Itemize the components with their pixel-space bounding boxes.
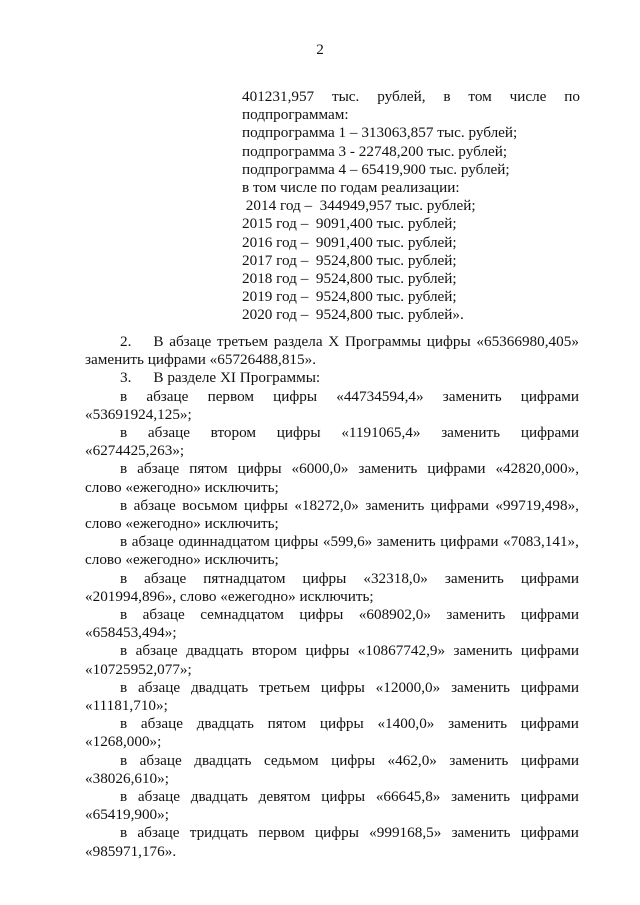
funding-line: 2015 год – 9091,400 тыс. рублей; [242,215,457,233]
word: заменить [376,533,436,551]
word: пятом [267,715,307,733]
word: девятом [258,788,311,806]
funding-line: 2019 год – 9524,800 тыс. рублей; [242,288,457,306]
word: цифрами [520,678,579,696]
amendment-rest: слово «ежегодно» исключить; [85,515,279,533]
amendment-rest: «38026,610»; [85,769,169,787]
word: заменить [451,824,511,842]
word: цифры [426,333,471,350]
word: «65366980,405» [476,333,579,350]
word: абзаце [144,569,187,587]
item-3-text: В разделе XI Программы: [153,369,321,387]
item-2-rest: заменить цифрами «65726488,815». [85,351,316,369]
word: первом [258,824,305,842]
funding-first-line [242,88,580,106]
amendment-paragraph [85,606,579,642]
word: «1191065,4» [341,424,421,442]
word: третьем [259,678,311,696]
word: двадцать [194,751,252,769]
word: абзаце [146,387,189,405]
word: абзаце [131,533,174,551]
item-2-number: 2. [120,333,132,350]
word: в [120,496,128,514]
amendment-rest: «10725952,077»; [85,660,192,678]
word: «32318,0» [363,569,428,587]
amendment-rest: «985971,176». [85,842,177,860]
word: «99719,498», [495,496,579,514]
word: цифры [321,788,366,806]
amendment-first-line [85,497,579,515]
item-2-first-line-text [153,333,579,351]
word: цифрами [427,460,486,478]
amendment-paragraph [85,715,579,751]
word: цифрами [520,424,579,442]
word: абзаце [137,824,180,842]
word: абзаце [135,642,178,660]
word: третьем [216,333,269,350]
funding-line: подпрограмма 4 – 65419,900 тыс. рублей; [242,160,510,178]
word: двадцать [186,642,244,660]
word: цифры [305,642,350,660]
word: «10867742,9» [357,642,446,660]
item-3-number: 3. [120,369,132,387]
amendment-paragraph [85,679,579,715]
word: В [153,333,164,350]
word: цифры [331,751,376,769]
word: заменить [444,569,504,587]
word: цифры [302,569,347,587]
word: заменить [451,678,510,696]
word: «6000,0» [291,460,349,478]
word: в [120,460,128,478]
amendment-paragraph [85,824,579,860]
word: 401231,957 [242,88,315,105]
word: цифрами [520,387,579,405]
word: в [120,387,128,405]
word: в [120,715,128,733]
word: рублей, [377,88,426,105]
word: в [120,533,128,551]
word: в [120,606,128,624]
word: числе [509,88,547,105]
word: тыс. [331,88,360,105]
amendment-list [85,388,579,861]
word: восьмом [182,496,238,514]
amendment-paragraph [85,533,579,569]
word: двадцать [190,788,248,806]
amendment-rest: слово «ежегодно» исключить; [85,551,279,569]
word: пятом [189,460,228,478]
word: цифры [274,533,319,551]
amendment-paragraph [85,424,579,460]
word: в [120,824,128,842]
word: одиннадцатом [178,533,270,551]
funding-line: 2014 год – 344949,957 тыс. рублей; [242,197,476,215]
word: цифры [299,606,344,624]
item-2-first-line [85,333,579,351]
word: цифры [237,460,282,478]
word: абзаце [139,751,182,769]
word: «599,6» [322,533,373,551]
word: заменить [449,751,509,769]
amendment-first-line [85,715,579,733]
amendment-rest: «6274425,263»; [85,442,185,460]
word: «1400,0» [377,715,435,733]
amendment-first-line [85,824,579,842]
amendment-paragraph [85,388,579,424]
word: абзаце [137,788,180,806]
word: «462,0» [387,751,437,769]
amendment-rest: «201994,896», слово «ежегодно» исключить; [85,587,374,605]
word: абзаце [133,496,176,514]
amendment-first-line [85,606,579,624]
amendment-paragraph [85,752,579,788]
word: «42820,000», [495,460,579,478]
word: цифрами [440,533,499,551]
amendment-paragraph [85,788,579,824]
word: цифры [276,424,321,442]
word: в [120,678,128,696]
word: цифрами [430,496,489,514]
word: цифрами [520,788,579,806]
amendment-rest: слово «ежегодно» исключить; [85,478,279,496]
word: абзаце [142,606,185,624]
amendment-rest: «53691924,125»; [85,405,192,423]
word: по [564,88,580,105]
amendment-first-line [85,679,579,697]
word: «66645,8» [375,788,441,806]
word: «608902,0» [358,606,431,624]
word: заменить [441,424,501,442]
word: абзаце [169,333,212,350]
word: первом [207,387,255,405]
funding-line: в том числе по годам реализации: [242,179,460,197]
funding-line: подпрограмма 1 – 313063,857 тыс. рублей; [242,124,518,142]
amendment-first-line [85,642,579,660]
amendment-first-line [85,788,579,806]
word: цифры [273,387,318,405]
amendment-first-line [85,570,579,588]
word: в [120,788,128,806]
word: цифрами [520,751,579,769]
word: заменить [358,460,418,478]
funding-line: подпрограмма 3 - 22748,200 тыс. рублей; [242,142,508,160]
word: том [468,88,492,105]
amendment-first-line [85,424,579,442]
word: Программы [344,333,422,350]
funding-line: 2020 год – 9524,800 тыс. рублей». [242,306,464,324]
word: седьмом [263,751,319,769]
word: заменить [453,642,513,660]
word: абзаце [138,678,181,696]
word: в [120,424,128,442]
word: цифрами [520,824,579,842]
word: X [328,333,340,350]
word: абзаце [140,715,183,733]
word: цифры [319,715,364,733]
word: «7083,141», [503,533,579,551]
word: абзаце [147,424,190,442]
word: цифрами [520,642,579,660]
word: «12000,0» [375,678,441,696]
funding-lines [242,106,580,324]
word: тридцать [189,824,249,842]
amendment-paragraph [85,497,579,533]
item-2-paragraph [85,333,579,369]
word: цифрами [520,569,579,587]
word: семнадцатом [200,606,284,624]
word: цифры [320,678,365,696]
word: втором [210,424,256,442]
word: двадцать [196,715,254,733]
item-3-paragraph [85,369,579,387]
word: цифрами [520,715,579,733]
word: в [443,88,451,105]
funding-block [242,88,580,325]
amendments-body [85,333,579,861]
funding-line: 2018 год – 9524,800 тыс. рублей; [242,270,457,288]
page-number: 2 [316,41,324,58]
word: пятнадцатом [203,569,286,587]
word: «44734594,4» [336,387,424,405]
word: раздела [273,333,323,350]
amendment-first-line [85,533,579,551]
amendment-paragraph [85,642,579,678]
amendment-rest: «658453,494»; [85,624,177,642]
word: заменить [448,715,508,733]
amendment-first-line [85,388,579,406]
amendment-rest: «65419,900»; [85,806,169,824]
word: «18272,0» [294,496,359,514]
amendment-first-line [85,460,579,478]
word: абзаце [137,460,180,478]
word: заменить [446,606,506,624]
word: в [120,642,128,660]
amendment-rest: «11181,710»; [85,697,168,715]
word: втором [251,642,298,660]
funding-line: подпрограммам: [242,106,349,124]
word: цифрами [520,606,579,624]
word: заменить [365,496,425,514]
word: заменить [442,387,502,405]
amendment-rest: «1268,000»; [85,733,162,751]
word: цифры [315,824,359,842]
word: в [120,569,128,587]
item-3-line [85,369,579,387]
funding-line: 2017 год – 9524,800 тыс. рублей; [242,251,457,269]
amendment-first-line [85,752,579,770]
word: заменить [451,788,511,806]
funding-line: 2016 год – 9091,400 тыс. рублей; [242,233,457,251]
amendment-paragraph [85,460,579,496]
word: двадцать [190,678,249,696]
word: в [120,751,128,769]
amendment-paragraph [85,570,579,606]
word: «999168,5» [369,824,442,842]
word: цифры [243,496,288,514]
